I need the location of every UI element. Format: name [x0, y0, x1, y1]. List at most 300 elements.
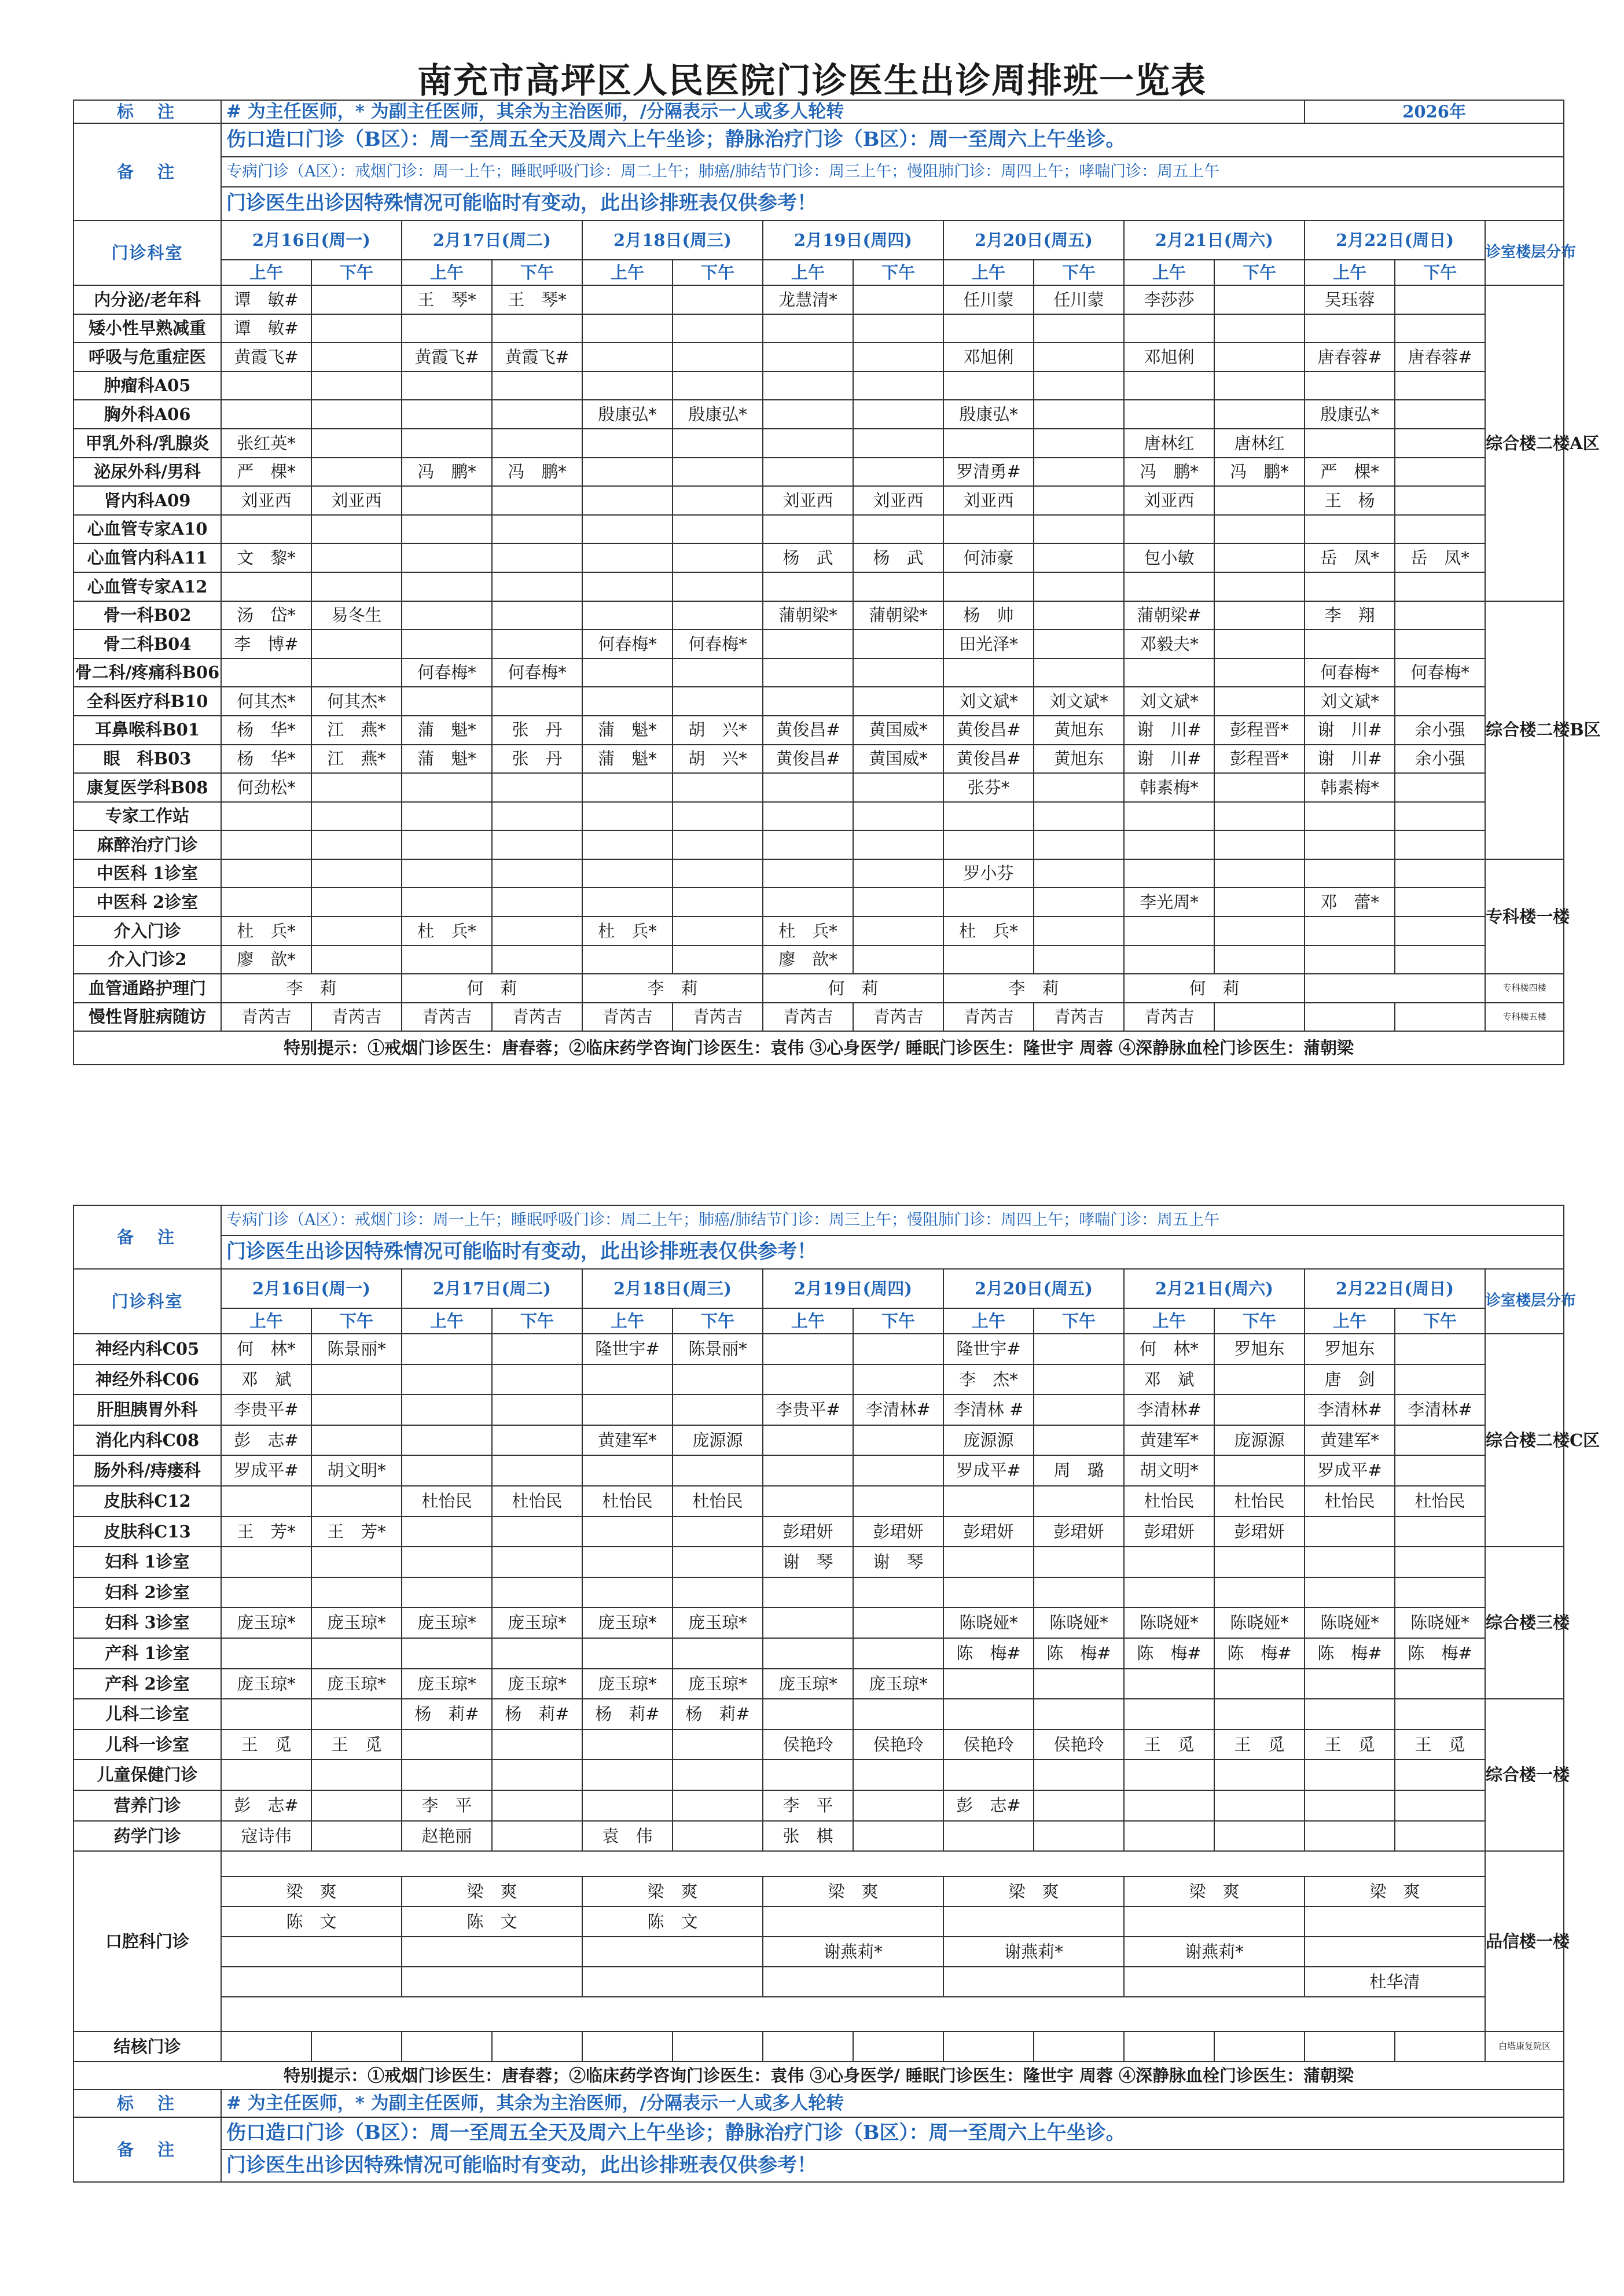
schedule-cell: 何 林*: [221, 1334, 311, 1364]
schedule-cell: [582, 1394, 673, 1425]
schedule-cell: 王 琴*: [492, 285, 582, 314]
schedule-cell: 青芮吉: [763, 1003, 853, 1032]
pm-header: 下午: [1034, 260, 1124, 285]
table-row: [74, 1760, 1564, 1790]
dept-name: 心血管内科A11: [74, 543, 221, 572]
schedule-cell: [311, 1486, 402, 1517]
schedule-cell: 冯 鹏*: [492, 458, 582, 487]
schedule-cell: 杨 华*: [221, 745, 311, 774]
schedule-cell: [582, 572, 673, 601]
schedule-cell: 王 觅: [311, 1730, 402, 1760]
dept-name: 儿童保健门诊: [74, 1760, 221, 1790]
year-label: 2026年: [1305, 100, 1564, 123]
schedule-cell: 杜 兵*: [943, 917, 1034, 945]
schedule-cell: [1214, 1455, 1305, 1486]
schedule-cell: 杜怡民: [1395, 1486, 1485, 1517]
schedule-cell: [492, 1547, 582, 1577]
floor-location: 综合楼三楼: [1485, 1547, 1564, 1699]
schedule-cell: [1305, 1699, 1395, 1730]
schedule-cell: [943, 515, 1034, 544]
schedule-cell: 殷康弘*: [582, 400, 673, 429]
schedule-cell: 刘文斌*: [1305, 687, 1395, 716]
dept-name: 皮肤科C13: [74, 1517, 221, 1547]
schedule-cell: 彭珺妍: [1034, 1517, 1124, 1547]
schedule-cell: [943, 1699, 1034, 1730]
table-row: [74, 1907, 1564, 1937]
pm-header: 下午: [1395, 260, 1485, 285]
schedule-cell: [402, 687, 492, 716]
schedule-cell: 彭 志#: [221, 1790, 311, 1821]
schedule-cell: [1395, 1547, 1485, 1577]
dept-name: 中医科 1诊室: [74, 859, 221, 888]
schedule-cell: [492, 1730, 582, 1760]
schedule-cell: [1124, 2032, 1214, 2062]
schedule-cell: 王 觅: [1214, 1730, 1305, 1760]
schedule-cell: 严 棵*: [1305, 458, 1395, 487]
schedule-cell: [582, 1730, 673, 1760]
table-row: [74, 974, 1564, 1003]
schedule-cell: [221, 371, 311, 400]
schedule-cell: [492, 1790, 582, 1821]
am-header: 上午: [221, 260, 311, 285]
dental-cell: 谢燕莉*: [763, 1937, 943, 1967]
schedule-cell: [673, 572, 763, 601]
schedule-cell: 唐春蓉#: [1395, 343, 1485, 371]
schedule-cell: [943, 1821, 1034, 1852]
schedule-cell: [1124, 1760, 1214, 1790]
schedule-cell: [1034, 802, 1124, 831]
schedule-cell: 何春梅*: [402, 658, 492, 687]
dept-name: 药学门诊: [74, 1821, 221, 1852]
schedule-cell: [853, 830, 943, 859]
schedule-cell: [1395, 630, 1485, 658]
schedule-cell: [763, 429, 853, 458]
schedule-cell: [492, 1638, 582, 1669]
schedule-cell: 唐 剑: [1305, 1364, 1395, 1395]
schedule-cell: [221, 1997, 1485, 2032]
schedule-cell: 唐林红: [1124, 429, 1214, 458]
schedule-cell: 陈晓娅*: [1395, 1607, 1485, 1638]
floor-location: 白塔康复院区: [1485, 2032, 1564, 2062]
schedule-cell: [673, 343, 763, 371]
table-row: [74, 1967, 1564, 1997]
schedule-cell: 庞玉琼*: [582, 1607, 673, 1638]
dental-cell: [221, 1937, 402, 1967]
schedule-cell: 谢 川#: [1124, 716, 1214, 745]
schedule-cell: [1305, 945, 1395, 974]
schedule-cell: [492, 400, 582, 429]
schedule-cell: 庞玉琼*: [402, 1607, 492, 1638]
schedule-cell: 王 觅: [1305, 1730, 1395, 1760]
schedule-cell: 陈 梅#: [1124, 1638, 1214, 1669]
am-header: 上午: [582, 1308, 673, 1334]
schedule-cell: 王 芳*: [311, 1517, 402, 1547]
schedule-cell: [673, 859, 763, 888]
schedule-cell: [1124, 859, 1214, 888]
schedule-cell: [1034, 1547, 1124, 1577]
schedule-cell: 罗清勇#: [943, 458, 1034, 487]
schedule-cell: [1214, 917, 1305, 945]
schedule-cell: [1034, 658, 1124, 687]
schedule-cell: [763, 658, 853, 687]
schedule-cell: [673, 1364, 763, 1395]
schedule-cell: [311, 1425, 402, 1456]
pm-header: 下午: [311, 260, 402, 285]
schedule-cell: [402, 314, 492, 343]
dental-cell: 梁 爽: [763, 1876, 943, 1907]
schedule-cell: [311, 917, 402, 945]
schedule-cell: [673, 830, 763, 859]
schedule-cell: [853, 1334, 943, 1364]
schedule-cell: 罗旭东: [1214, 1334, 1305, 1364]
dept-name: 康复医学科B08: [74, 773, 221, 802]
schedule-cell: [763, 1638, 853, 1669]
schedule-cell: 杜怡民: [492, 1486, 582, 1517]
schedule-cell: [1395, 1699, 1485, 1730]
schedule-cell: 江 燕*: [311, 716, 402, 745]
schedule-cell: [1124, 1699, 1214, 1730]
schedule-cell: 李清林 #: [943, 1394, 1034, 1425]
schedule-cell: 杜怡民: [402, 1486, 492, 1517]
floor-location: 综合楼二楼B区: [1485, 601, 1564, 859]
table-row: [74, 1669, 1564, 1699]
day-header: 2月17日(周二): [402, 220, 582, 260]
table-row: [74, 1876, 1564, 1907]
schedule-cell: 余小强: [1395, 716, 1485, 745]
schedule-cell: [402, 1577, 492, 1608]
wound-note: 伤口造口门诊（B区）：周一至周五全天及周六上午坐诊；静脉治疗门诊（B区）：周一至周六上午坐诊。: [221, 2117, 1564, 2150]
dental-cell: [763, 1907, 943, 1937]
schedule-cell: [402, 543, 492, 572]
schedule-cell: [1305, 859, 1395, 888]
table-row: [74, 1730, 1564, 1760]
schedule-cell: [1124, 1790, 1214, 1821]
schedule-cell: 杜 兵*: [582, 917, 673, 945]
schedule-cell: 周 璐: [1034, 1455, 1124, 1486]
schedule-cell: 陈晓娅*: [1214, 1607, 1305, 1638]
schedule-cell: [311, 1547, 402, 1577]
schedule-cell: [582, 1638, 673, 1669]
schedule-cell: 汤 岱*: [221, 601, 311, 630]
schedule-cell: [402, 572, 492, 601]
am-header: 上午: [221, 1308, 311, 1334]
schedule-cell: [1124, 572, 1214, 601]
schedule-cell: [1305, 830, 1395, 859]
schedule-cell: [673, 945, 763, 974]
schedule-cell: [1305, 1669, 1395, 1699]
schedule-cell: [1395, 802, 1485, 831]
day-header: 2月19日(周四): [763, 220, 943, 260]
schedule-cell: 李清林#: [853, 1394, 943, 1425]
schedule-cell: 刘亚西: [1124, 486, 1214, 515]
schedule-cell: 青芮吉: [943, 1003, 1034, 1032]
dept-name: 产科 2诊室: [74, 1669, 221, 1699]
schedule-cell: 何春梅*: [1305, 658, 1395, 687]
schedule-cell: 冯 鹏*: [1124, 458, 1214, 487]
schedule-cell: 谢 川#: [1124, 745, 1214, 774]
schedule-cell: 邓旭俐: [943, 343, 1034, 371]
dental-cell: 陈 文: [402, 1907, 582, 1937]
special-clinic-note: 专病门诊（A区）：戒烟门诊：周一上午；睡眠呼吸门诊：周二上午；肺癌/肺结节门诊：周三上午；慢阻肺门诊：周四上午；哮喘门诊：周五上午: [221, 1205, 1564, 1235]
schedule-cell: [1395, 945, 1485, 974]
schedule-cell: 青芮吉: [1124, 1003, 1214, 1032]
schedule-cell: [1124, 658, 1214, 687]
schedule-cell: [1395, 371, 1485, 400]
schedule-cell: [582, 601, 673, 630]
schedule-cell: [943, 1760, 1034, 1790]
schedule-cell: [943, 802, 1034, 831]
schedule-cell: [582, 859, 673, 888]
schedule-cell: 任川蒙: [943, 285, 1034, 314]
schedule-cell: [311, 285, 402, 314]
schedule-cell: [853, 429, 943, 458]
schedule-cell: 刘亚西: [853, 486, 943, 515]
schedule-cell: 邓毅夫*: [1124, 630, 1214, 658]
schedule-cell: [1034, 1425, 1124, 1456]
schedule-cell: 胡 兴*: [673, 745, 763, 774]
schedule-cell: [221, 1577, 311, 1608]
table-row: [74, 429, 1564, 458]
dept-name: 肿瘤科A05: [74, 371, 221, 400]
floor-location: 综合楼二楼C区: [1485, 1334, 1564, 1547]
schedule-cell: 殷康弘*: [1305, 400, 1395, 429]
dental-cell: [1305, 1907, 1485, 1937]
schedule-cell: [1214, 830, 1305, 859]
schedule-cell: 陈晓娅*: [1124, 1607, 1214, 1638]
schedule-cell: 庞玉琼*: [221, 1669, 311, 1699]
schedule-cell: [673, 2032, 763, 2062]
schedule-cell: [853, 1699, 943, 1730]
schedule-cell: 李贵平#: [763, 1394, 853, 1425]
schedule-cell: 何其杰*: [311, 687, 402, 716]
schedule-cell: [402, 830, 492, 859]
schedule-cell: [943, 945, 1034, 974]
schedule-cell: [1214, 945, 1305, 974]
schedule-cell: [853, 371, 943, 400]
schedule-cell: [402, 1455, 492, 1486]
schedule-cell: [763, 2032, 853, 2062]
schedule-cell: [402, 515, 492, 544]
schedule-cell: [763, 630, 853, 658]
schedule-cell: 谢 琴: [853, 1547, 943, 1577]
schedule-cell: 赵艳丽: [402, 1821, 492, 1852]
schedule-cell: [673, 429, 763, 458]
schedule-cell: 罗旭东: [1305, 1334, 1395, 1364]
schedule-cell: [221, 400, 311, 429]
table-row: [74, 1997, 1564, 2032]
schedule-cell: 邓旭俐: [1124, 343, 1214, 371]
schedule-cell: 李 博#: [221, 630, 311, 658]
schedule-cell: [763, 515, 853, 544]
schedule-cell: [492, 1577, 582, 1608]
schedule-cell: 张 棋: [763, 1821, 853, 1852]
pm-header: 下午: [492, 1308, 582, 1334]
schedule-cell: [673, 802, 763, 831]
am-header: 上午: [763, 260, 853, 285]
schedule-cell: 谭 敏#: [221, 285, 311, 314]
schedule-cell: 庞源源: [673, 1425, 763, 1456]
schedule-cell: [311, 572, 402, 601]
dept-name: 消化内科C08: [74, 1425, 221, 1456]
schedule-cell: [763, 314, 853, 343]
schedule-cell: 青芮吉: [673, 1003, 763, 1032]
schedule-cell: 彭 志#: [943, 1790, 1034, 1821]
schedule-cell: [582, 543, 673, 572]
schedule-cell: [221, 658, 311, 687]
dept-name: 慢性肾脏病随访: [74, 1003, 221, 1032]
schedule-cell: [582, 1790, 673, 1821]
schedule-cell: [311, 1760, 402, 1790]
schedule-cell: [221, 888, 311, 917]
schedule-cell: [1124, 1547, 1214, 1577]
schedule-cell: 陈 梅#: [943, 1638, 1034, 1669]
schedule-cell: [1395, 1334, 1485, 1364]
schedule-cell: [1305, 1547, 1395, 1577]
schedule-cell: 王 杨: [1305, 486, 1395, 515]
dept-name: 中医科 2诊室: [74, 888, 221, 917]
schedule-cell: [311, 830, 402, 859]
schedule-cell: [1395, 687, 1485, 716]
dental-cell: [943, 1907, 1124, 1937]
schedule-cell: 黄国威*: [853, 745, 943, 774]
table-row: [74, 601, 1564, 630]
schedule-cell: [311, 1394, 402, 1425]
table-row: [74, 1790, 1564, 1821]
dental-cell: [402, 1937, 582, 1967]
schedule-cell: 庞玉琼*: [492, 1669, 582, 1699]
schedule-cell: 李 莉: [943, 974, 1124, 1003]
schedule-cell: [1305, 1577, 1395, 1608]
table-row: [74, 1486, 1564, 1517]
schedule-cell: 彭珺妍: [943, 1517, 1034, 1547]
schedule-cell: [1395, 458, 1485, 487]
schedule-cell: [402, 773, 492, 802]
schedule-cell: [1214, 1699, 1305, 1730]
schedule-cell: [1395, 2032, 1485, 2062]
schedule-cell: 隆世宇#: [582, 1334, 673, 1364]
schedule-cell: [1305, 371, 1395, 400]
remark-label: 备 注: [74, 2117, 221, 2182]
schedule-cell: [1214, 486, 1305, 515]
schedule-cell: [1034, 486, 1124, 515]
schedule-cell: [853, 687, 943, 716]
schedule-cell: [1305, 974, 1485, 1003]
schedule-cell: 王 琴*: [402, 285, 492, 314]
schedule-cell: [853, 572, 943, 601]
schedule-cell: [673, 1394, 763, 1425]
schedule-cell: 陈 梅#: [1305, 1638, 1395, 1669]
schedule-cell: 邓 斌: [1124, 1364, 1214, 1395]
dept-name: 呼吸与危重症医: [74, 343, 221, 371]
schedule-cell: [943, 658, 1034, 687]
schedule-cell: [853, 2032, 943, 2062]
schedule-cell: 何春梅*: [492, 658, 582, 687]
schedule-cell: [311, 888, 402, 917]
schedule-cell: 庞玉琼*: [311, 1669, 402, 1699]
schedule-cell: 蒲 魁*: [402, 716, 492, 745]
floor-header: 诊室楼层分布: [1485, 1269, 1564, 1334]
page-title: 南充市高坪区人民医院门诊医生出诊周排班一览表: [417, 61, 1207, 101]
schedule-cell: [1305, 429, 1395, 458]
schedule-cell: 杨 武: [763, 543, 853, 572]
schedule-cell: 严 棵*: [221, 458, 311, 487]
schedule-cell: 彭珺妍: [763, 1517, 853, 1547]
schedule-cell: 李 莉: [221, 974, 402, 1003]
schedule-cell: 胡文明*: [311, 1455, 402, 1486]
schedule-cell: [1214, 1669, 1305, 1699]
schedule-cell: 庞玉琼*: [492, 1607, 582, 1638]
schedule-cell: 易冬生: [311, 601, 402, 630]
schedule-cell: [763, 1699, 853, 1730]
schedule-cell: [1034, 400, 1124, 429]
schedule-cell: 邓 斌: [221, 1364, 311, 1395]
schedule-cell: [1214, 1364, 1305, 1395]
schedule-cell: [582, 1517, 673, 1547]
dept-name: 肾内科A09: [74, 486, 221, 515]
schedule-cell: [1214, 1790, 1305, 1821]
schedule-cell: [492, 486, 582, 515]
schedule-cell: 廖 歆*: [221, 945, 311, 974]
schedule-cell: 陈景丽*: [673, 1334, 763, 1364]
schedule-cell: [1214, 515, 1305, 544]
schedule-cell: [673, 1760, 763, 1790]
schedule-cell: [673, 1547, 763, 1577]
schedule-cell: 青芮吉: [1034, 1003, 1124, 1032]
schedule-cell: [1034, 1821, 1124, 1852]
pm-header: 下午: [673, 260, 763, 285]
change-note: 门诊医生出诊因特殊情况可能临时有变动，此出诊排班表仅供参考！: [221, 1235, 1564, 1269]
schedule-cell: 侯艳玲: [853, 1730, 943, 1760]
floor-location: 专科楼五楼: [1485, 1003, 1564, 1032]
schedule-cell: [221, 1699, 311, 1730]
schedule-cell: [1124, 371, 1214, 400]
schedule-cell: [582, 343, 673, 371]
schedule-cell: [492, 917, 582, 945]
schedule-cell: 陈晓娅*: [1034, 1607, 1124, 1638]
schedule-cell: [1214, 285, 1305, 314]
schedule-cell: 李光周*: [1124, 888, 1214, 917]
schedule-cell: [582, 314, 673, 343]
schedule-cell: [1395, 1790, 1485, 1821]
schedule-cell: 张 丹: [492, 716, 582, 745]
schedule-cell: [582, 658, 673, 687]
schedule-cell: [1214, 1760, 1305, 1790]
dept-name: 神经内科C05: [74, 1334, 221, 1364]
schedule-cell: [1214, 1821, 1305, 1852]
schedule-cell: 胡文明*: [1124, 1455, 1214, 1486]
table-row: [74, 1821, 1564, 1852]
schedule-cell: [763, 572, 853, 601]
dental-cell: [1124, 1907, 1305, 1937]
schedule-cell: [1214, 400, 1305, 429]
schedule-cell: 陈 梅#: [1034, 1638, 1124, 1669]
schedule-cell: [1305, 1003, 1395, 1032]
schedule-cell: [311, 630, 402, 658]
dept-name: 产科 1诊室: [74, 1638, 221, 1669]
dental-cell: [582, 1967, 763, 1997]
schedule-cell: 刘文斌*: [943, 687, 1034, 716]
schedule-cell: [1034, 1760, 1124, 1790]
dept-name: 结核门诊: [74, 2032, 221, 2062]
schedule-cell: [492, 888, 582, 917]
schedule-cell: [492, 830, 582, 859]
am-header: 上午: [1305, 1308, 1395, 1334]
schedule-cell: 罗小芬: [943, 859, 1034, 888]
schedule-cell: [1395, 917, 1485, 945]
schedule-cell: [582, 945, 673, 974]
schedule-cell: [763, 1486, 853, 1517]
dental-cell: [402, 1967, 582, 1997]
